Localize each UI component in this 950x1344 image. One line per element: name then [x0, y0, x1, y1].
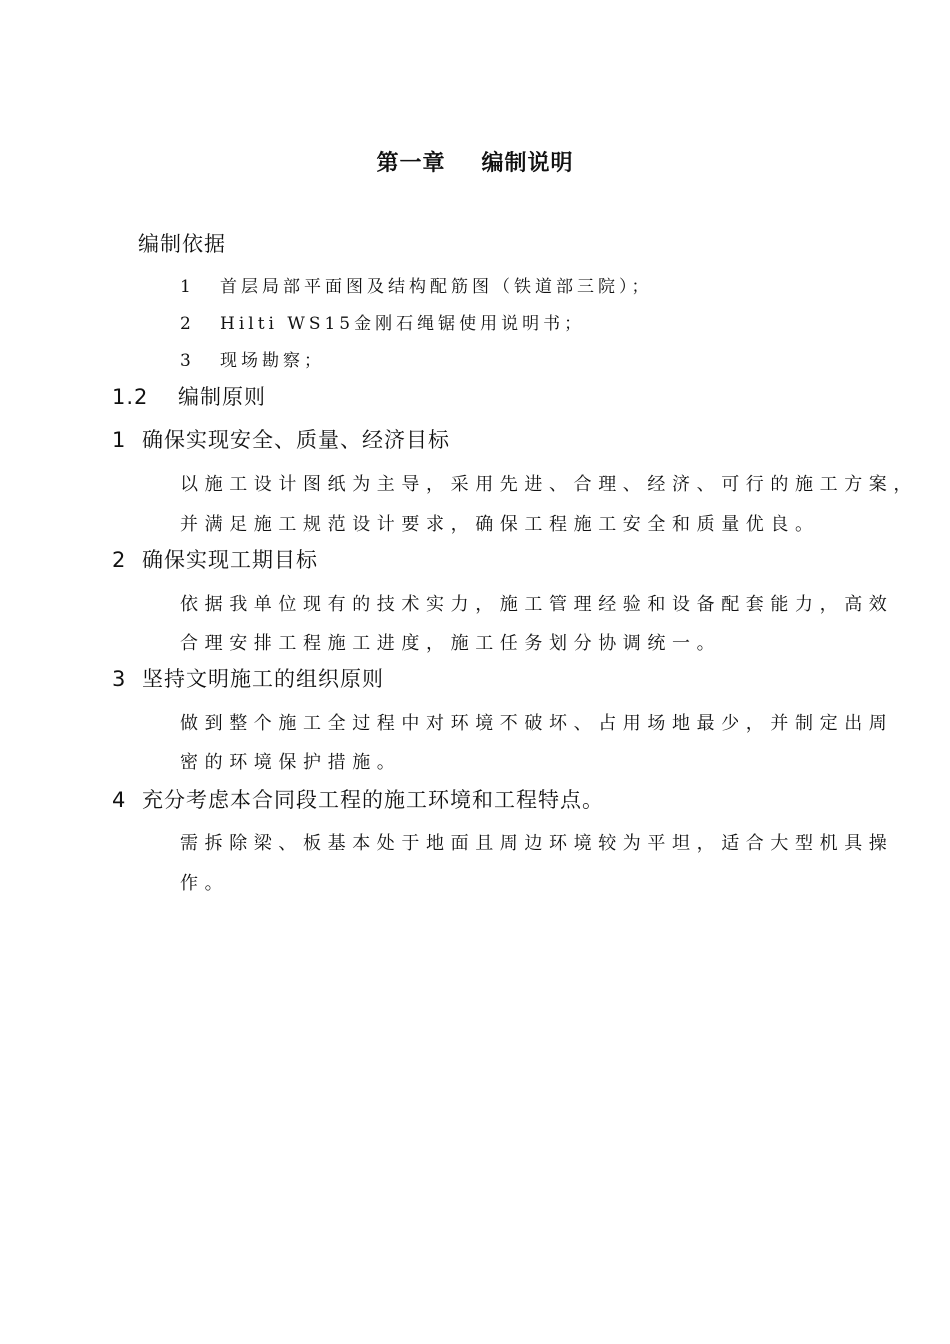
principle-heading [112, 544, 318, 574]
principle-heading [112, 663, 384, 693]
principle-paragraph-line: 以施工设计图纸为主导，采用先进、合理、经济、可行的施工方案， [180, 474, 918, 495]
principle-number: 3 [112, 667, 127, 691]
principle-paragraph-line: 需拆除梁、板基本处于地面且周边环境较为平坦，适合大型机具操 [180, 833, 894, 854]
chapter-name: 编制说明 [481, 151, 574, 176]
basis-item-number: 1 [180, 277, 195, 297]
basis-item-text: 现场勘察； [220, 351, 325, 371]
basis-item [180, 272, 653, 297]
principle-heading [112, 424, 450, 454]
principle-title: 确保实现安全、质量、经济目标 [142, 428, 450, 452]
principle-paragraph-line: 作。 [180, 873, 230, 894]
basis-item-number: 3 [180, 351, 195, 371]
principle-paragraph-line: 做到整个施工全过程中对环境不破坏、占用场地最少，并制定出周 [180, 713, 894, 734]
basis-item-text: 首层局部平面图及结构配筋图（铁道部三院）； [220, 277, 653, 297]
basis-item [180, 309, 585, 334]
principle-paragraph-line: 并满足施工规范设计要求，确保工程施工安全和质量优良。 [180, 514, 820, 535]
basis-item [180, 346, 325, 371]
basis-item-text: Hilti WS15金刚石绳锯使用说明书； [220, 314, 586, 334]
chapter-title [0, 146, 950, 177]
principle-paragraph-line: 密的环境保护措施。 [180, 752, 402, 773]
principle-number: 2 [112, 548, 127, 572]
section-number: 1.2 [112, 385, 149, 409]
principle-title: 确保实现工期目标 [142, 548, 318, 572]
principle-paragraph-line: 合理安排工程施工进度，施工任务划分协调统一。 [180, 633, 722, 654]
principle-number: 4 [112, 788, 127, 812]
basis-item-number: 2 [180, 314, 195, 334]
basis-heading: 编制依据 [138, 232, 226, 256]
principle-heading [112, 784, 604, 814]
principle-title: 坚持文明施工的组织原则 [142, 667, 384, 691]
section-title: 编制原则 [178, 385, 266, 409]
principle-title: 充分考虑本合同段工程的施工环境和工程特点。 [142, 788, 604, 812]
section-heading [112, 381, 266, 411]
principle-paragraph-line: 依据我单位现有的技术实力，施工管理经验和设备配套能力，高效 [180, 594, 894, 615]
chapter-label: 第一章 [376, 151, 446, 176]
principle-number: 1 [112, 428, 127, 452]
